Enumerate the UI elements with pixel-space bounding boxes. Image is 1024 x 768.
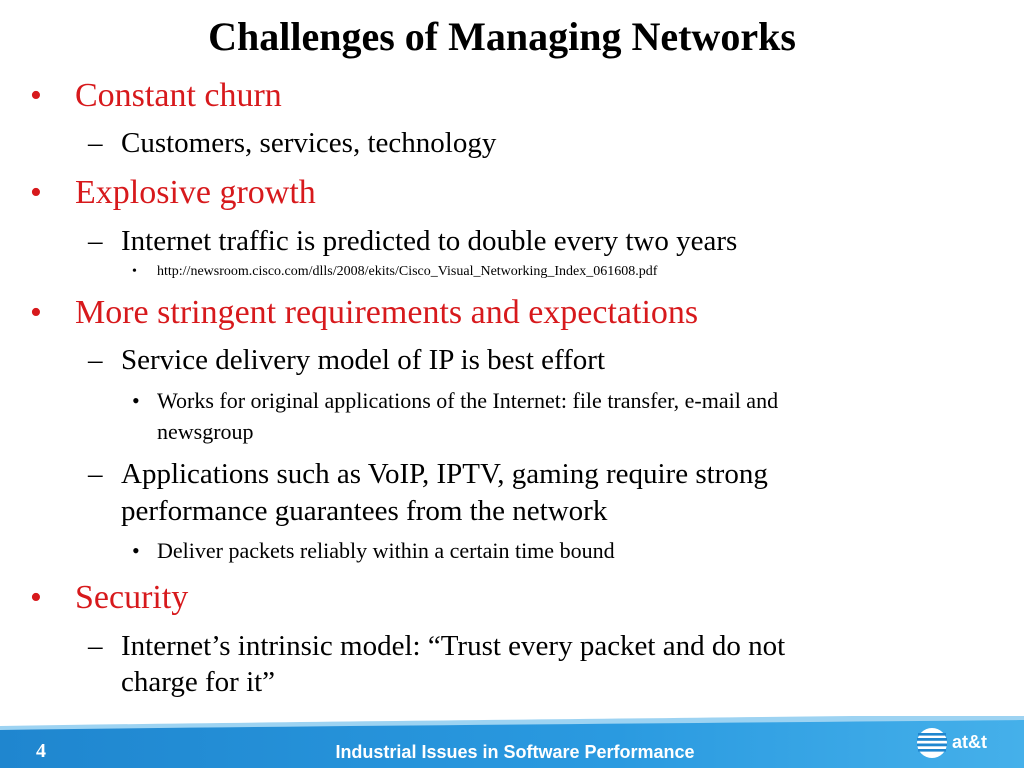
sub-bullet-text: Internet’s intrinsic model: “Trust every packet and do not (121, 630, 786, 662)
bullet-marker: • (30, 294, 42, 331)
dash-marker: – (88, 127, 103, 159)
sub-bullet-text: charge for it” (121, 666, 276, 698)
bullet-text: Security (75, 579, 189, 616)
dash-marker: – (88, 458, 103, 490)
sub-bullet-text: Service delivery model of IP is best effort (121, 344, 606, 376)
bullet-marker: • (30, 174, 42, 211)
sub-bullet-text: Applications such as VoIP, IPTV, gaming require strong (121, 458, 768, 490)
slide-title: Challenges of Managing Networks (208, 14, 796, 59)
bullet-marker: • (30, 77, 42, 114)
page-number: 4 (36, 740, 46, 762)
bullet-text: More stringent requirements and expectations (75, 294, 699, 331)
bullet-marker: • (132, 538, 140, 563)
url-text: http://newsroom.cisco.com/dlls/2008/ekits/Cisco_Visual_Networking_Index_061608.pdf (157, 264, 658, 279)
bullet-text: Explosive growth (75, 174, 316, 211)
sub-sub-bullet-text: newsgroup (157, 419, 254, 444)
slide-footer (0, 716, 1024, 768)
dash-marker: – (88, 225, 103, 257)
sub-bullet-text: performance guarantees from the network (121, 495, 608, 527)
sub-bullet-text: Customers, services, technology (121, 127, 497, 159)
dash-marker: – (88, 344, 103, 376)
globe-icon (916, 727, 948, 759)
footer-title: Industrial Issues in Software Performance (335, 742, 695, 762)
bullet-marker: • (132, 264, 137, 279)
sub-sub-bullet-text: Deliver packets reliably within a certain time bound (157, 538, 615, 563)
logo-text: at&t (952, 732, 987, 752)
company-logo (916, 726, 1016, 760)
bullet-marker: • (30, 579, 42, 616)
dash-marker: – (88, 630, 103, 662)
bullet-text: Constant churn (75, 77, 282, 114)
sub-sub-bullet-text: Works for original applications of the Internet: file transfer, e-mail and (157, 388, 779, 413)
bullet-marker: • (132, 388, 140, 413)
sub-bullet-text: Internet traffic is predicted to double every two years (121, 225, 738, 257)
